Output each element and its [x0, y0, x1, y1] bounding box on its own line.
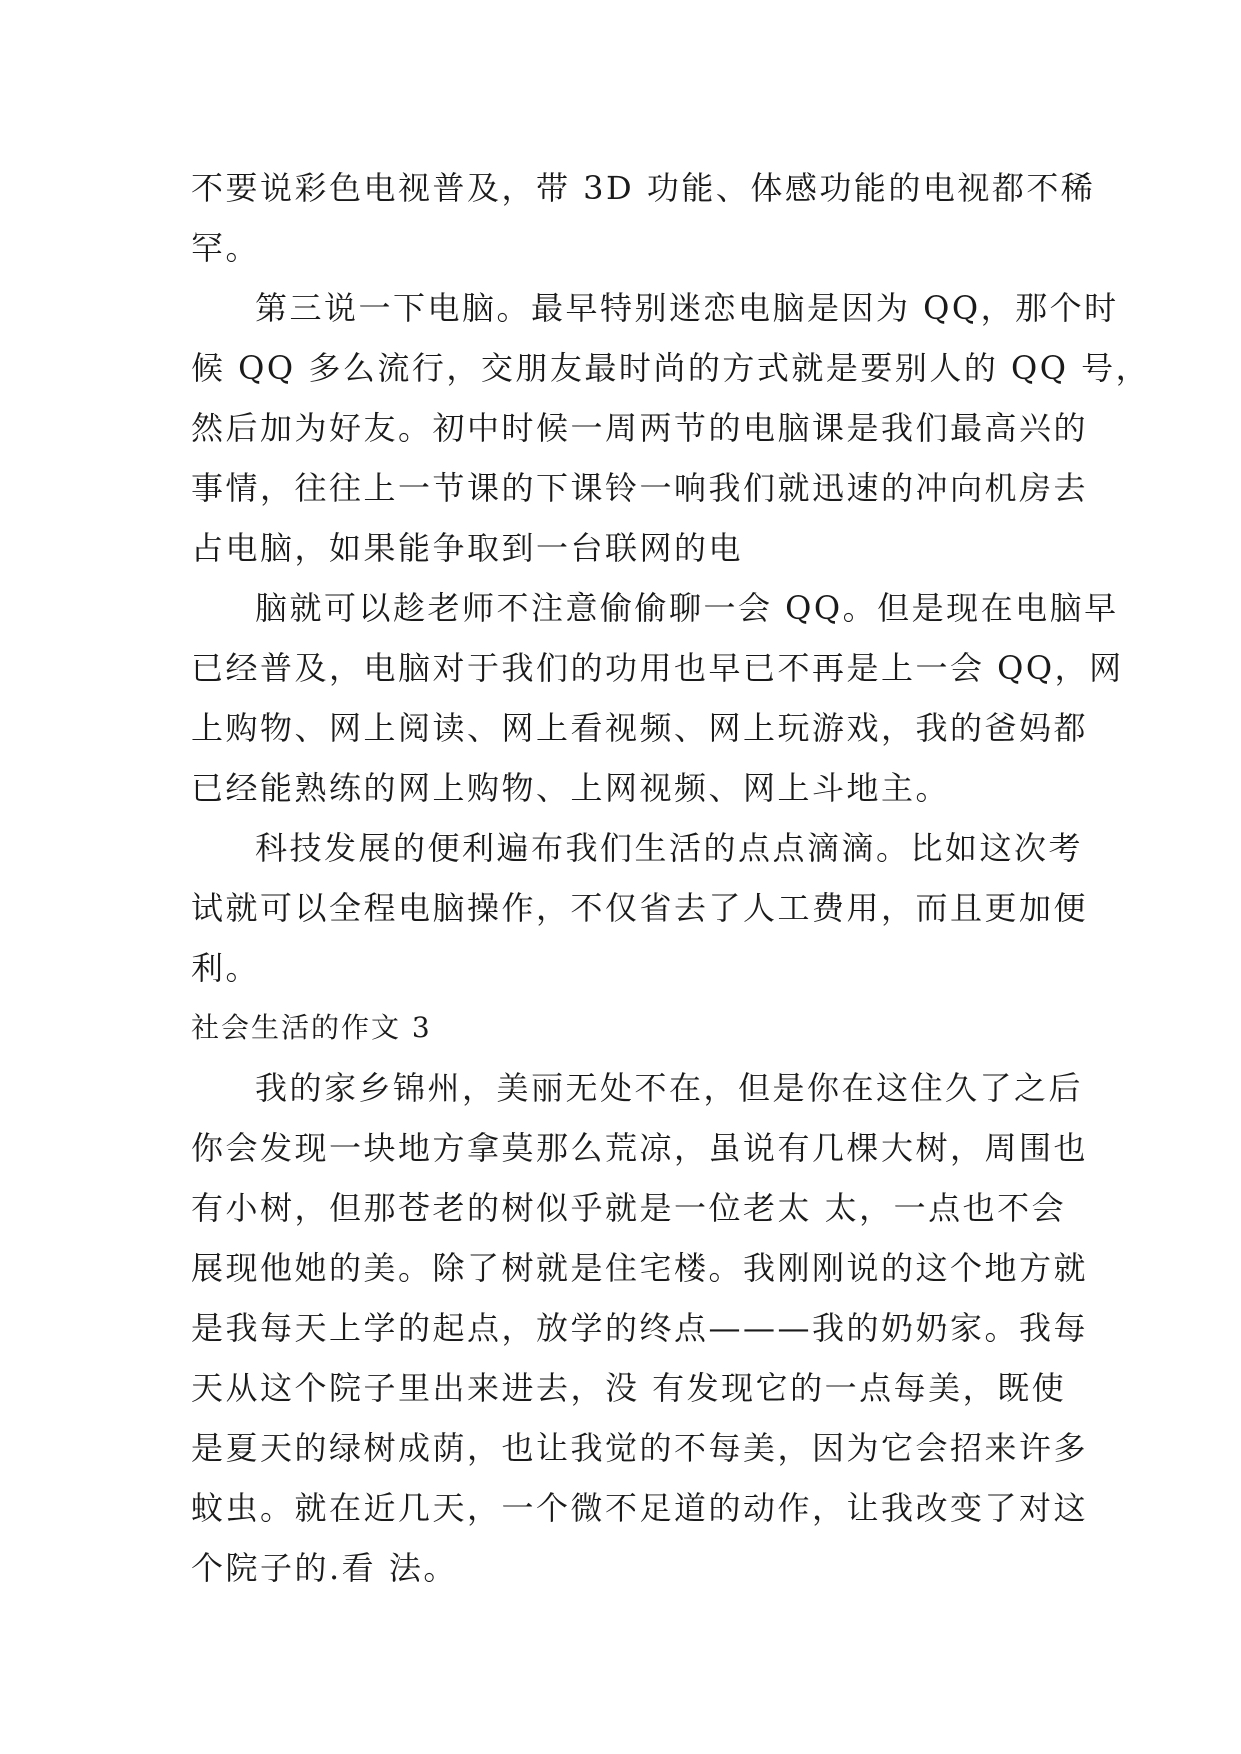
text-line: 利。	[191, 949, 261, 987]
section-heading: 社会生活的作文 3	[191, 1011, 432, 1044]
text-line: 占电脑，如果能争取到一台联网的电	[191, 529, 744, 567]
document-body	[191, 158, 1151, 1598]
text-line: 个院子的.看 法。	[191, 1549, 458, 1587]
text-line: 展现他她的美。除了树就是住宅楼。我刚刚说的这个地方就	[191, 1249, 1089, 1287]
text-line: 事情，往往上一节课的下课铃一响我们就迅速的冲向机房去	[191, 469, 1089, 507]
paragraph-start-line: 第三说一下电脑。最早特别迷恋电脑是因为 QQ，那个时	[255, 289, 1119, 327]
text-line: 试就可以全程电脑操作，不仅省去了人工费用，而且更加便	[191, 889, 1089, 927]
text-line: 不要说彩色电视普及，带 3D 功能、体感功能的电视都不稀	[191, 169, 1096, 207]
text-line: 已经普及，电脑对于我们的功用也早已不再是上一会 QQ，网	[191, 649, 1124, 687]
paragraph-start-line: 科技发展的便利遍布我们生活的点点滴滴。比如这次考	[255, 829, 1084, 867]
text-line: 候 QQ 多么流行，交朋友最时尚的方式就是要别人的 QQ 号，	[191, 349, 1151, 387]
text-line: 罕。	[191, 229, 261, 267]
paragraph-start-line: 脑就可以趁老师不注意偷偷聊一会 QQ。但是现在电脑早	[255, 589, 1119, 627]
text-line: 蚊虫。就在近几天，一个微不足道的动作，让我改变了对这	[191, 1489, 1089, 1527]
text-line: 是我每天上学的起点，放学的终点———我的奶奶家。我每	[191, 1309, 1089, 1347]
text-line: 然后加为好友。初中时候一周两节的电脑课是我们最高兴的	[191, 409, 1089, 447]
paragraph-start-line: 我的家乡锦州，美丽无处不在，但是你在这住久了之后	[255, 1069, 1084, 1107]
text-line: 有小树，但那苍老的树似乎就是一位老太 太，一点也不会	[191, 1189, 1067, 1227]
text-line: 天从这个院子里出来进去，没 有发现它的一点每美，既使	[191, 1369, 1067, 1407]
text-line: 你会发现一块地方拿莫那么荒凉，虽说有几棵大树，周围也	[191, 1129, 1089, 1167]
text-line: 是夏天的绿树成荫，也让我觉的不每美，因为它会招来许多	[191, 1429, 1089, 1467]
text-line: 上购物、网上阅读、网上看视频、网上玩游戏，我的爸妈都	[191, 709, 1089, 747]
text-line: 已经能熟练的网上购物、上网视频、网上斗地主。	[191, 769, 951, 807]
